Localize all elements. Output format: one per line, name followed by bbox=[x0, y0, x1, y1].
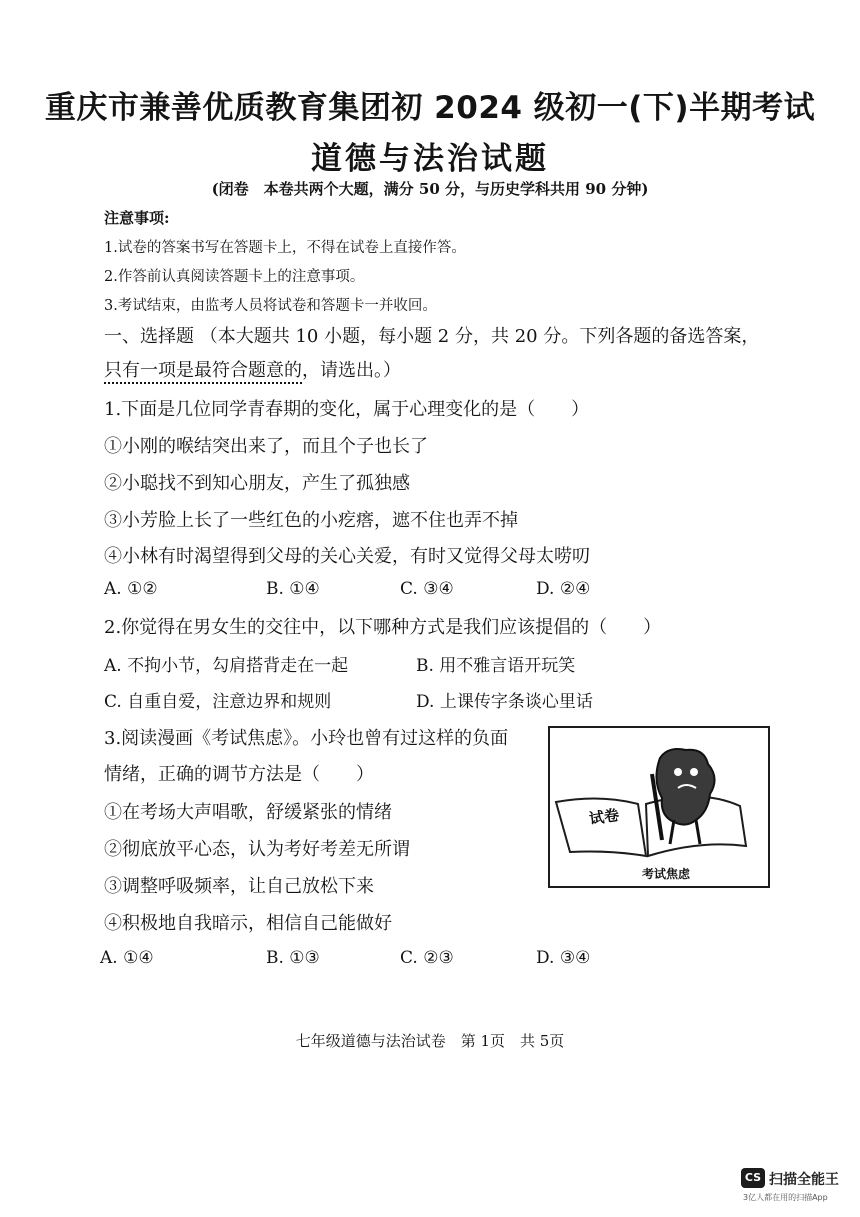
section-header bbox=[104, 322, 759, 348]
question-3-stem: 3.阅读漫画《考试焦虑》。小玲也曾有过这样的负面 bbox=[104, 728, 509, 749]
notice-item: 2.作答前认真阅读答题卡上的注意事项。 bbox=[104, 269, 365, 285]
exam-subject: 道德与法治试题 bbox=[311, 141, 549, 177]
paper-label: 试卷 bbox=[588, 805, 621, 828]
exam-anxiety-cartoon bbox=[548, 726, 770, 888]
cartoon-caption: 考试焦虑 bbox=[642, 867, 691, 881]
question-1-item: ④小林有时渴望得到父母的关心关爱，有时又觉得父母太唠叨 bbox=[104, 546, 590, 567]
question-3-item: ③调整呼吸频率，让自己放松下来 bbox=[104, 876, 374, 897]
figure-eye bbox=[690, 768, 698, 776]
question-3-option-c: C. ②③ bbox=[400, 948, 454, 968]
exam-instructions: (闭卷 本卷共两个大题，满分 50 分，与历史学科共用 90 分钟) bbox=[211, 180, 649, 198]
notice-heading: 注意事项: bbox=[104, 209, 170, 227]
notice-item: 1.试卷的答案书写在答题卡上，不得在试卷上直接作答。 bbox=[104, 240, 466, 256]
page-footer: 七年级道德与法治试卷 第 1页 共 5页 bbox=[295, 1032, 565, 1050]
question-1-item: ②小聪找不到知心朋友，产生了孤独感 bbox=[104, 473, 410, 494]
question-2-option-d: D. 上课传字条谈心里话 bbox=[416, 692, 593, 712]
question-3-item: ②彻底放平心态，认为考好考差无所谓 bbox=[104, 839, 410, 860]
emphasis-text: 只有一项是最符合题意的 bbox=[104, 360, 302, 381]
notice-item: 3.考试结束，由监考人员将试卷和答题卡一并收回。 bbox=[104, 298, 437, 314]
scanner-tagline: 3亿人都在用的扫描App bbox=[743, 1193, 828, 1202]
section-title: 一、选择题 bbox=[104, 326, 194, 347]
section-note bbox=[104, 356, 401, 382]
question-2-stem: 2.你觉得在男女生的交往中，以下哪种方式是我们应该提倡的（ ） bbox=[104, 617, 662, 638]
question-1-item: ③小芳脸上长了一些红色的小疙瘩，遮不住也弄不掉 bbox=[104, 510, 518, 531]
question-2-option-c: C. 自重自爱，注意边界和规则 bbox=[104, 692, 332, 712]
question-3-item: ④积极地自我暗示，相信自己能做好 bbox=[104, 913, 392, 934]
section-description: （本大题共 10 小题，每小题 2 分，共 20 分。下列各题的备选答案， bbox=[199, 326, 760, 347]
cartoon-drawing bbox=[550, 728, 768, 886]
exam-title: 重庆市兼善优质教育集团初 2024 级初一(下)半期考试 bbox=[44, 90, 816, 126]
question-3-option-a: A. ①④ bbox=[100, 948, 154, 968]
section-note-rest: ，请选出。） bbox=[302, 360, 401, 381]
figure-eye bbox=[674, 768, 682, 776]
question-1-option-a: A. ①② bbox=[104, 579, 158, 599]
paper-sheet bbox=[556, 798, 646, 856]
question-3-option-b: B. ①③ bbox=[266, 948, 320, 968]
question-1-stem: 1.下面是几位同学青春期的变化，属于心理变化的是（ ） bbox=[104, 399, 590, 420]
question-3-option-d: D. ③④ bbox=[536, 948, 591, 968]
question-1-option-b: B. ①④ bbox=[266, 579, 320, 599]
question-2-option-b: B. 用不雅言语开玩笑 bbox=[416, 656, 576, 676]
scanner-logo-icon: CS bbox=[741, 1168, 765, 1188]
question-1-option-c: C. ③④ bbox=[400, 579, 454, 599]
question-3-stem-cont: 情绪，正确的调节方法是（ ） bbox=[104, 764, 374, 785]
scanner-app-name: 扫描全能王 bbox=[769, 1172, 839, 1188]
question-1-option-d: D. ②④ bbox=[536, 579, 591, 599]
question-3-item: ①在考场大声唱歌，舒缓紧张的情绪 bbox=[104, 802, 392, 823]
question-2-option-a: A. 不拘小节，勾肩搭背走在一起 bbox=[104, 656, 349, 676]
question-1-item: ①小刚的喉结突出来了，而且个子也长了 bbox=[104, 436, 428, 457]
